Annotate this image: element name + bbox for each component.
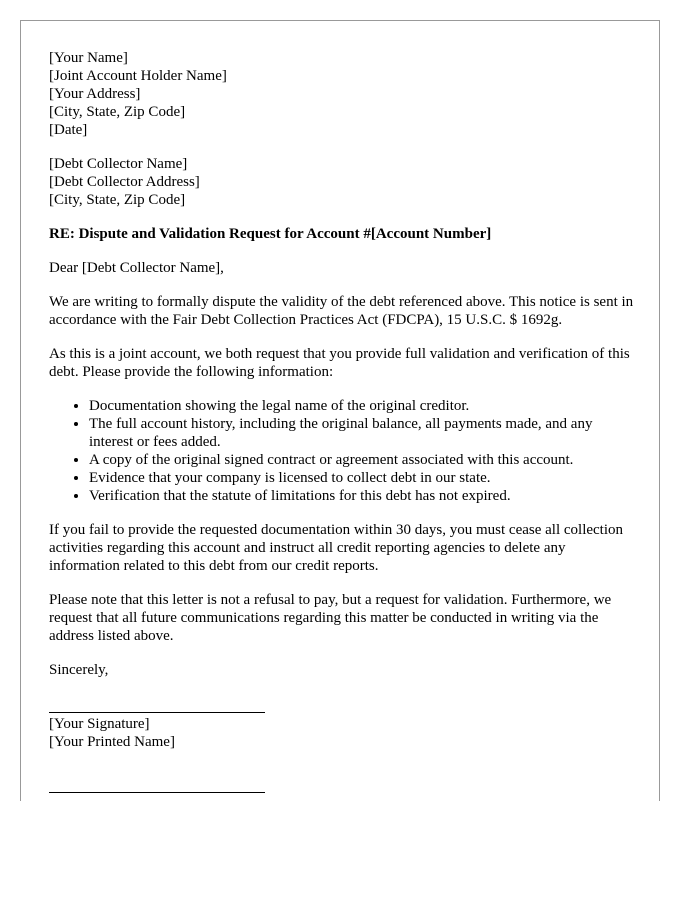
recipient-city-state-zip: [City, State, Zip Code] (49, 192, 186, 208)
letter-date: [Date] (49, 122, 88, 138)
letter-page (20, 20, 660, 801)
list-item: • A copy of the original signed contract or agreement associated with this account. (89, 451, 639, 469)
letter-content (49, 49, 639, 793)
paragraph-dispute: We are writing to formally dispute the validity of the debt referenced above. This notice is sent in accordance with the Fair Debt Collection Practices Act (FDCPA), 15 U.S.C. $ 1692g. (49, 294, 634, 328)
subject-line: RE: Dispute and Validation Request for Account #[Account Number] (49, 226, 492, 242)
list-item: • Evidence that your company is licensed to collect debt in our state. (89, 469, 639, 487)
signature-label: [Your Signature] (49, 716, 150, 732)
paragraph-note: Please note that this letter is not a refusal to pay, but a request for validation. Furthermore, we request that all future communications regarding this matter be conducted in writing via the address listed above. (49, 592, 612, 644)
sender-city-state-zip: [City, State, Zip Code] (49, 104, 186, 120)
printed-name-label: [Your Printed Name] (49, 734, 175, 750)
recipient-block (49, 155, 639, 209)
list-item: • Documentation showing the legal name of the original creditor. (89, 397, 639, 415)
paragraph-deadline: If you fail to provide the requested documentation within 30 days, you must cease all collection activities regarding this account and instruct all credit reporting agencies to delete any information related to this debt from our credit reports. (49, 522, 624, 574)
sender-name: [Your Name] (49, 50, 128, 66)
second-signature-line (49, 792, 265, 793)
signature-block (49, 715, 639, 751)
list-item: • Verification that the statute of limitations for this debt has not expired. (89, 487, 639, 505)
recipient-address: [Debt Collector Address] (49, 174, 200, 190)
sender-block (49, 49, 639, 139)
closing: Sincerely, (49, 662, 109, 678)
sender-address: [Your Address] (49, 86, 141, 102)
sender-joint-holder: [Joint Account Holder Name] (49, 68, 227, 84)
request-list (49, 397, 639, 505)
salutation: Dear [Debt Collector Name], (49, 260, 224, 276)
list-item: • The full account history, including the original balance, all payments made, and any interest or fees added. (89, 415, 639, 451)
paragraph-joint-request: As this is a joint account, we both request that you provide full validation and verification of this debt. Please provide the following information: (49, 346, 630, 380)
recipient-name: [Debt Collector Name] (49, 156, 188, 172)
signature-line (49, 712, 265, 713)
